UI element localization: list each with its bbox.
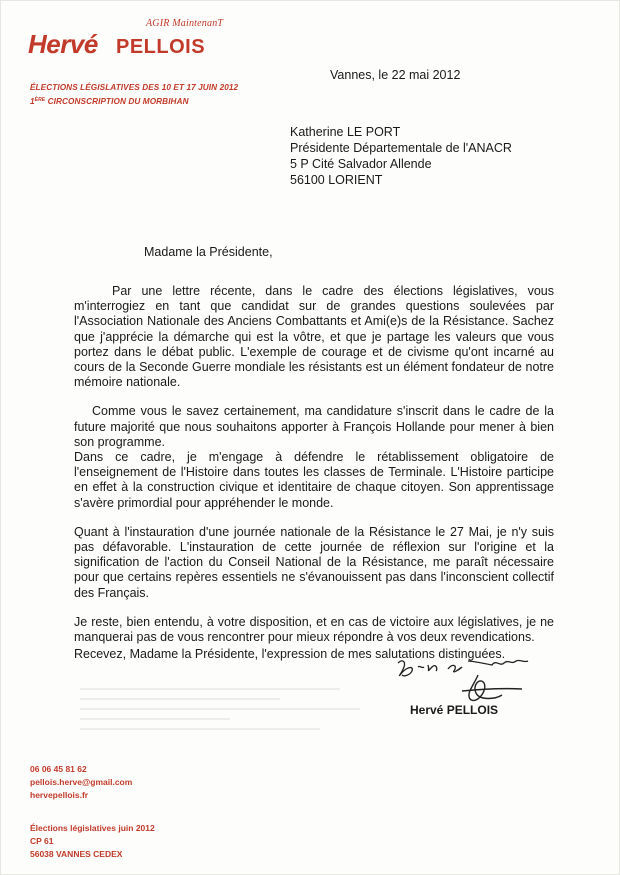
paragraph: Je reste, bien entendu, à votre disposition, et en cas de victoire aux législatives, je ne manquerai pas de vous rencontrer pour mieux répondre à vos deux revendications.	[74, 614, 554, 645]
handwritten-signature	[392, 655, 542, 710]
logo-last-name: PELLOIS	[116, 36, 206, 58]
recipient-title: Présidente Départementale de l'ANACR	[290, 141, 512, 155]
footer-campaign: Élections législatives juin 2012	[30, 823, 155, 833]
logo-first-name: Hervé	[28, 29, 98, 59]
election-dates: ÉLECTIONS LÉGISLATIVES DES 10 ET 17 JUIN 2012	[30, 83, 239, 92]
dateline: Vannes, le 22 mai 2012	[330, 68, 461, 82]
letterhead-logo	[28, 18, 224, 68]
district-number: 1	[30, 97, 35, 106]
footer-spacer	[30, 802, 155, 822]
election-info	[30, 82, 260, 108]
closing-line: Recevez, Madame la Présidente, l'expression de mes salutations distinguées.	[74, 647, 506, 661]
paragraph: Quant à l'instauration d'une journée nationale de la Résistance le 27 Mai, je n'y suis pas défavorable. L'instauration de cette journée de réflexion sur l'origine et la signification de l'action du Conseil National de la Résistance, me paraît nécessaire pour que certains repères essentiels ne s'évanouissent pas dans l'inconscient collectif des Français.	[74, 524, 554, 600]
letter-body	[74, 284, 554, 659]
district-ordinal: ÈRE	[34, 97, 46, 103]
election-district	[30, 94, 260, 108]
footer-website[interactable]: hervepellois.fr	[30, 790, 89, 800]
footer-contact	[30, 763, 155, 861]
recipient-address: 5 P Cité Salvador Allende	[290, 157, 432, 171]
recipient-block	[290, 124, 512, 188]
paragraph: Comme vous le savez certainement, ma candidature s'inscrit dans le cadre de la future majorité que nous souhaitons apporter à François Hollande pour mener à bien son programme.	[74, 404, 554, 449]
paragraph: Dans ce cadre, je m'engage à défendre le rétablissement obligatoire de l'enseignement de l'Histoire dans toutes les classes de Terminale. L'Histoire participe en effet à la construction civique et identitaire de chaque citoyen. Son apprentissage s'avère primordial pour appréhender le monde.	[74, 450, 554, 510]
show-through-marks	[80, 680, 380, 750]
salutation: Madame la Présidente,	[144, 245, 273, 259]
signer-name: Hervé PELLOIS	[410, 703, 499, 717]
footer-phone: 06 06 45 81 62	[30, 764, 87, 774]
slogan: AGIR MaintenanT	[146, 18, 224, 29]
footer-city: 56038 VANNES CEDEX	[30, 849, 123, 859]
recipient-name: Katherine LE PORT	[290, 125, 401, 139]
footer-email[interactable]: pellois.herve@gmail.com	[30, 777, 133, 787]
recipient-city: 56100 LORIENT	[290, 173, 383, 187]
paragraph: Par une lettre récente, dans le cadre des élections législatives, vous m'interrogiez en tant que candidat sur de grandes questions soulevées par l'Association Nationale des Anciens Combattants et Ami(e)s de la Résistance. Sachez que j'apprécie la démarche qui est la vôtre, et que je partage les valeurs que vous portez dans le débat public. L'exemple de courage et de civisme qu'ont incarné au cours de la Seconde Guerre mondiale les résistants est un élément fondateur de notre mémoire nationale.	[74, 284, 554, 390]
footer-po-box: CP 61	[30, 836, 54, 846]
district-name: CIRCONSCRIPTION DU MORBIHAN	[45, 97, 189, 106]
